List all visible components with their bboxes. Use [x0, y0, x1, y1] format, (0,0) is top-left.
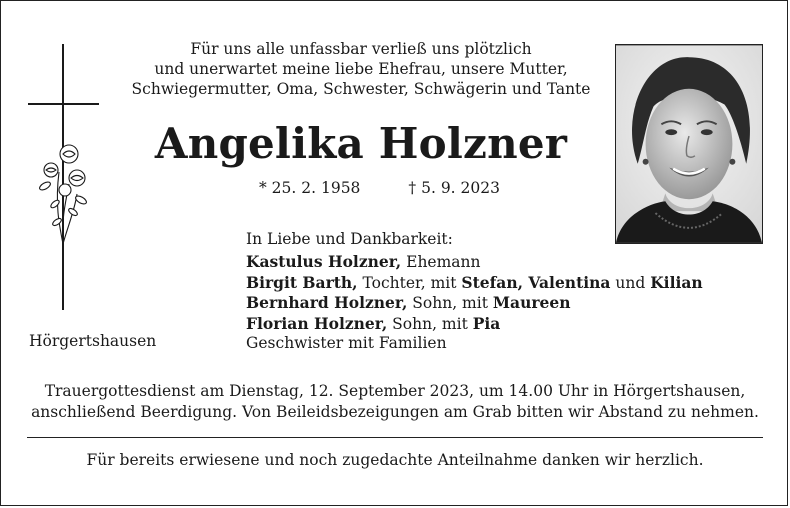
conjunction: und [610, 273, 651, 292]
mourner-relation: Geschwister mit Familien [246, 334, 447, 353]
intro-line: Schwiegermutter, Oma, Schwester, Schwägerin und Tante [131, 80, 591, 98]
mourner-name: Birgit Barth, [246, 272, 358, 292]
mourner-name: Florian Holzner, [246, 313, 388, 333]
intro-line: Für uns alle unfassbar verließ uns plötzlich [190, 40, 532, 58]
deceased-name: Angelika Holzner [154, 119, 568, 168]
mourner-relation: Tochter, mit [357, 273, 462, 292]
mourners-list [246, 252, 703, 354]
death-date: † 5. 9. 2023 [408, 179, 500, 197]
thanks-title: In Liebe und Dankbarkeit: [246, 230, 453, 248]
closing-text: Für bereits erwiesene und noch zugedachte Anteilnahme danken wir herzlich. [86, 451, 704, 469]
mourner-relation: Sohn, mit [387, 314, 473, 333]
list-item [246, 273, 703, 294]
cross-with-roses-icon [25, 44, 101, 310]
service-line: anschließend Beerdigung. Von Beileidsbezeigungen am Grab bitten wir Abstand zu nehmen. [31, 403, 759, 421]
mourner-name: Bernhard Holzner, [246, 293, 408, 313]
mourner-name: Kastulus Holzner, [246, 252, 402, 271]
life-dates [259, 179, 500, 197]
place-name: Hörgertshausen [29, 332, 157, 350]
service-line: Trauergottesdienst am Dienstag, 12. September 2023, um 14.00 Uhr in Hörgertshausen, [44, 382, 746, 400]
portrait-photo [615, 44, 763, 244]
intro-line: und unerwartet meine liebe Ehefrau, unsere Mutter, [154, 60, 568, 78]
list-item [246, 252, 703, 273]
mourner-relation: Sohn, mit [407, 294, 493, 313]
divider [27, 437, 763, 438]
intro-text [101, 39, 621, 99]
birth-date: * 25. 2. 1958 [259, 179, 361, 197]
grandchild-name: Kilian [650, 272, 703, 292]
grandchild-name: Stefan, [461, 272, 524, 292]
grandchild-name: Valentina [523, 272, 611, 292]
list-item [246, 293, 703, 314]
grandchild-name: Maureen [492, 293, 571, 313]
list-item [246, 334, 703, 354]
service-info [21, 381, 769, 423]
mourner-relation: Ehemann [401, 253, 481, 271]
grandchild-name: Pia [472, 313, 501, 333]
list-item [246, 314, 703, 335]
